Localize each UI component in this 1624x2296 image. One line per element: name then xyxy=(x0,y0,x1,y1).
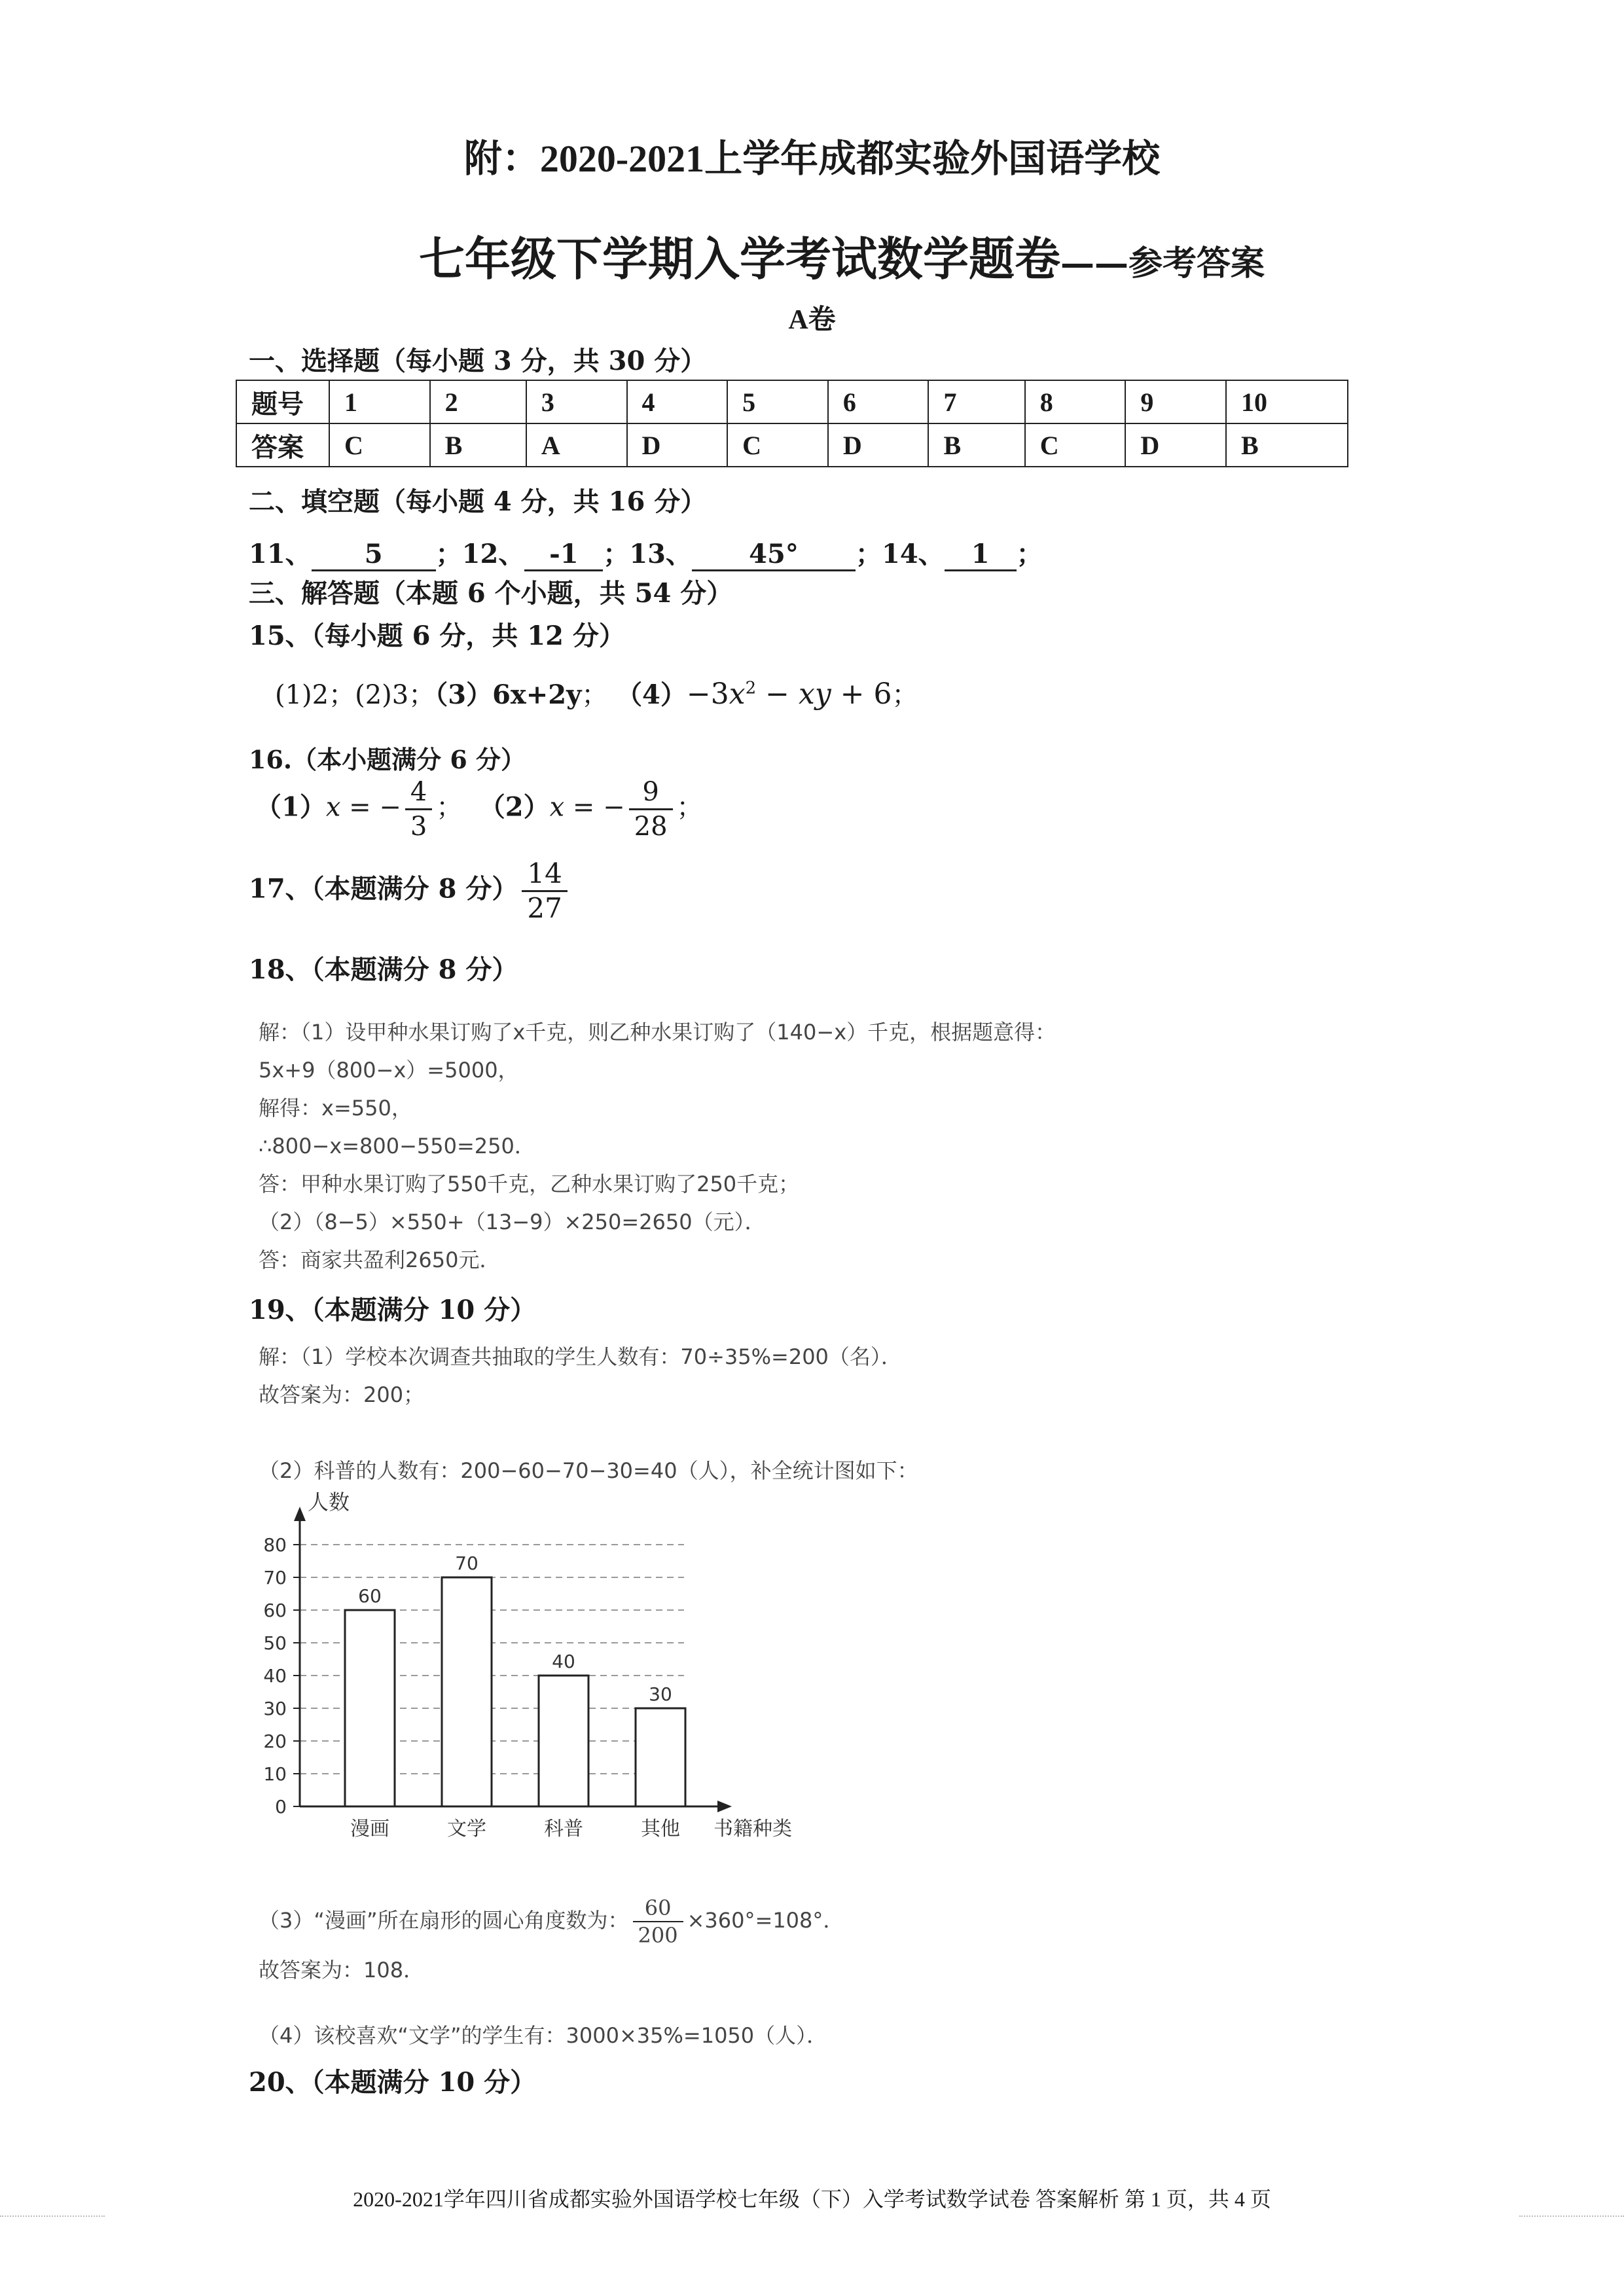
chart-y-ticks xyxy=(263,1534,300,1818)
table-cell: 4 xyxy=(627,380,728,423)
chart-bars xyxy=(345,1552,685,1806)
question-16-answer xyxy=(255,776,703,843)
y-tick-label: 60 xyxy=(263,1600,287,1621)
subtitle-main: 七年级下学期入学考试数学题卷 xyxy=(419,232,1060,286)
y-axis-label: 人数 xyxy=(308,1490,350,1515)
y-tick-label: 80 xyxy=(263,1534,287,1556)
q19-part3-result: ×360°=108°． xyxy=(687,1908,844,1933)
fill-blank: -1 xyxy=(524,539,603,571)
x-tick-label: 漫画 xyxy=(350,1818,389,1840)
table-cell: 8 xyxy=(1025,380,1126,423)
fill-blank: 5 xyxy=(312,539,436,571)
x-tick-label: 科普 xyxy=(544,1818,583,1840)
chart-x-ticks xyxy=(350,1818,680,1840)
y-tick-label: 20 xyxy=(263,1731,287,1752)
table-row-numbers xyxy=(236,380,1348,423)
numerator: 60 xyxy=(633,1895,683,1922)
x-axis-arrow-icon xyxy=(717,1801,732,1812)
denominator: 3 xyxy=(410,812,427,842)
question-16-heading: 16.（本小题满分 6 分） xyxy=(249,745,526,774)
question-20-heading: 20、（本题满分 10 分） xyxy=(249,2067,537,2098)
solution-line: 解：（1）设甲种水果订购了x千克，则乙种水果订购了（140−x）千克，根据题意得： xyxy=(259,1020,1056,1045)
x-axis-label: 书籍种类 xyxy=(713,1818,792,1840)
q16-part2-label: （2） xyxy=(478,791,550,823)
bar-data-label: 40 xyxy=(552,1651,575,1672)
q15-part3-answer: 6x+2y xyxy=(492,679,582,710)
numerator: 14 xyxy=(522,857,567,892)
table-cell: C xyxy=(727,423,828,467)
table-cell: B xyxy=(1226,423,1348,467)
q16-part1-label: （1） xyxy=(255,791,326,823)
numerator: 9 xyxy=(629,776,673,810)
table-cell: 1 xyxy=(329,380,430,423)
q17-heading-text: 17、（本题满分 8 分） xyxy=(249,873,518,905)
table-cell: 6 xyxy=(828,380,929,423)
solution-line: 故答案为：108． xyxy=(259,1958,425,1982)
subtitle-suffix: ——参考答案 xyxy=(1060,243,1265,283)
table-cell: 5 xyxy=(727,380,828,423)
q19-part3-text: （3）“漫画”所在扇形的圆心角度数为： xyxy=(259,1908,629,1933)
fill-end: ； xyxy=(1016,539,1043,569)
q15-part4-expr xyxy=(687,677,892,711)
answer-table xyxy=(236,380,1348,467)
table-cell: 10 xyxy=(1226,380,1348,423)
expr-term: + 6 xyxy=(831,677,892,711)
table-cell: 3 xyxy=(526,380,627,423)
y-axis-arrow-icon xyxy=(294,1507,306,1521)
fill-label: ；14、 xyxy=(856,539,945,569)
y-tick-label: 10 xyxy=(263,1763,287,1785)
bar-文学 xyxy=(442,1577,492,1806)
table-cell: C xyxy=(329,423,430,467)
numerator: 4 xyxy=(405,776,432,810)
q15-part12: (1)2；(2)3； xyxy=(275,680,435,710)
table-cell: B xyxy=(430,423,526,467)
section-heading-choice: 一、选择题（每小题 3 分，共 30 分） xyxy=(249,346,707,376)
solution-line: 答：商家共盈利2650元． xyxy=(259,1247,501,1272)
q16-part2-end: ； xyxy=(676,792,703,823)
expr-var: x xyxy=(729,677,746,711)
question-15-answer xyxy=(275,674,918,711)
section-heading-solve: 三、解答题（本题 6 个小题，共 54 分） xyxy=(249,578,733,609)
y-tick-label: 70 xyxy=(263,1567,287,1588)
expr-var: x xyxy=(325,792,341,823)
solution-line: （4）该校喜欢“文学”的学生有：3000×35%=1050（人）． xyxy=(259,2023,828,2048)
y-tick-label: 0 xyxy=(275,1796,287,1818)
fill-answers xyxy=(249,533,1043,571)
expr-exponent: 2 xyxy=(745,678,757,698)
fill-blank: 45° xyxy=(692,539,856,571)
expr-op: = − xyxy=(340,792,401,823)
document-subtitle xyxy=(419,223,1265,289)
expr-var: xy xyxy=(799,677,831,711)
bar-data-label: 60 xyxy=(358,1585,382,1607)
fraction xyxy=(405,776,432,843)
solution-line: 5x+9（800−x）=5000， xyxy=(259,1058,519,1083)
table-cell: 7 xyxy=(928,380,1024,423)
q15-part3-label: （3） xyxy=(435,679,493,710)
solution-line xyxy=(259,1895,844,1948)
q15-part3-end: ； xyxy=(581,680,608,710)
section-heading-fill: 二、填空题（每小题 4 分，共 16 分） xyxy=(249,486,707,517)
table-cell: 2 xyxy=(430,380,526,423)
x-tick-label: 其他 xyxy=(641,1818,680,1840)
denominator: 28 xyxy=(634,812,668,842)
table-cell: D xyxy=(828,423,929,467)
expr-op: = − xyxy=(564,792,625,823)
solution-line: ∴800−x=800−550=250． xyxy=(259,1134,535,1158)
row-label: 题号 xyxy=(236,380,329,423)
fill-label: ；13、 xyxy=(603,539,693,569)
question-15-heading: 15、（每小题 6 分，共 12 分） xyxy=(249,620,625,651)
question-18-heading: 18、（本题满分 8 分） xyxy=(249,954,518,985)
bar-其他 xyxy=(636,1708,685,1806)
y-tick-label: 50 xyxy=(263,1632,287,1654)
table-cell: C xyxy=(1025,423,1126,467)
fraction xyxy=(633,1895,683,1948)
page-edge-divider xyxy=(0,2215,105,2217)
table-cell: A xyxy=(526,423,627,467)
denominator: 27 xyxy=(527,892,562,924)
bar-data-label: 70 xyxy=(455,1552,478,1574)
solution-line: （2）（8−5）×550+（13−9）×250=2650（元）． xyxy=(259,1210,766,1234)
question-17-heading xyxy=(249,857,571,925)
table-row-answers xyxy=(236,423,1348,467)
solution-line: 解：（1）学校本次调查共抽取的学生人数有：70÷35%=200（名）． xyxy=(259,1344,902,1369)
solution-line: 解得：x=550， xyxy=(259,1096,412,1121)
y-tick-label: 40 xyxy=(263,1665,287,1687)
denominator: 200 xyxy=(638,1923,678,1948)
fill-label: ；12、 xyxy=(435,539,525,569)
paper-label: A卷 xyxy=(788,305,836,335)
document-title: 附：2020-2021上学年成都实验外国语学校 xyxy=(463,137,1161,180)
table-cell: D xyxy=(1125,423,1226,467)
page-edge-divider xyxy=(1519,2215,1624,2217)
expr-op: − xyxy=(756,677,799,711)
expr-var: x xyxy=(549,792,565,823)
bar-漫画 xyxy=(345,1610,395,1806)
fill-label: 11、 xyxy=(249,539,312,569)
fraction xyxy=(629,776,673,843)
solution-line: 答：甲种水果订购了550千克，乙种水果订购了250千克； xyxy=(259,1172,800,1196)
solution-line: （2）科普的人数有：200−60−70−30=40（人），补全统计图如下： xyxy=(259,1458,918,1483)
question-19-heading: 19、（本题满分 10 分） xyxy=(249,1295,537,1325)
table-cell: 9 xyxy=(1125,380,1226,423)
table-cell: B xyxy=(928,423,1024,467)
bar-data-label: 30 xyxy=(649,1683,672,1705)
y-tick-label: 30 xyxy=(263,1698,287,1719)
q16-part1-end: ； xyxy=(436,792,463,823)
solution-line: 故答案为：200； xyxy=(259,1382,425,1407)
row-label: 答案 xyxy=(236,423,329,467)
bar-科普 xyxy=(539,1676,588,1806)
page-footer: 2020-2021学年四川省成都实验外国语学校七年级（下）入学考试数学试卷 答案解析 第 1 页，共 4 页 xyxy=(353,2187,1271,2211)
expr-term: −3 xyxy=(686,677,729,711)
table-cell: D xyxy=(627,423,728,467)
q15-part4-end: ； xyxy=(892,680,918,710)
fill-blank: 1 xyxy=(945,539,1017,571)
bar-chart xyxy=(249,1486,838,1852)
x-tick-label: 文学 xyxy=(447,1818,486,1840)
fraction xyxy=(522,857,567,925)
q15-part4-label: （4） xyxy=(616,679,687,710)
